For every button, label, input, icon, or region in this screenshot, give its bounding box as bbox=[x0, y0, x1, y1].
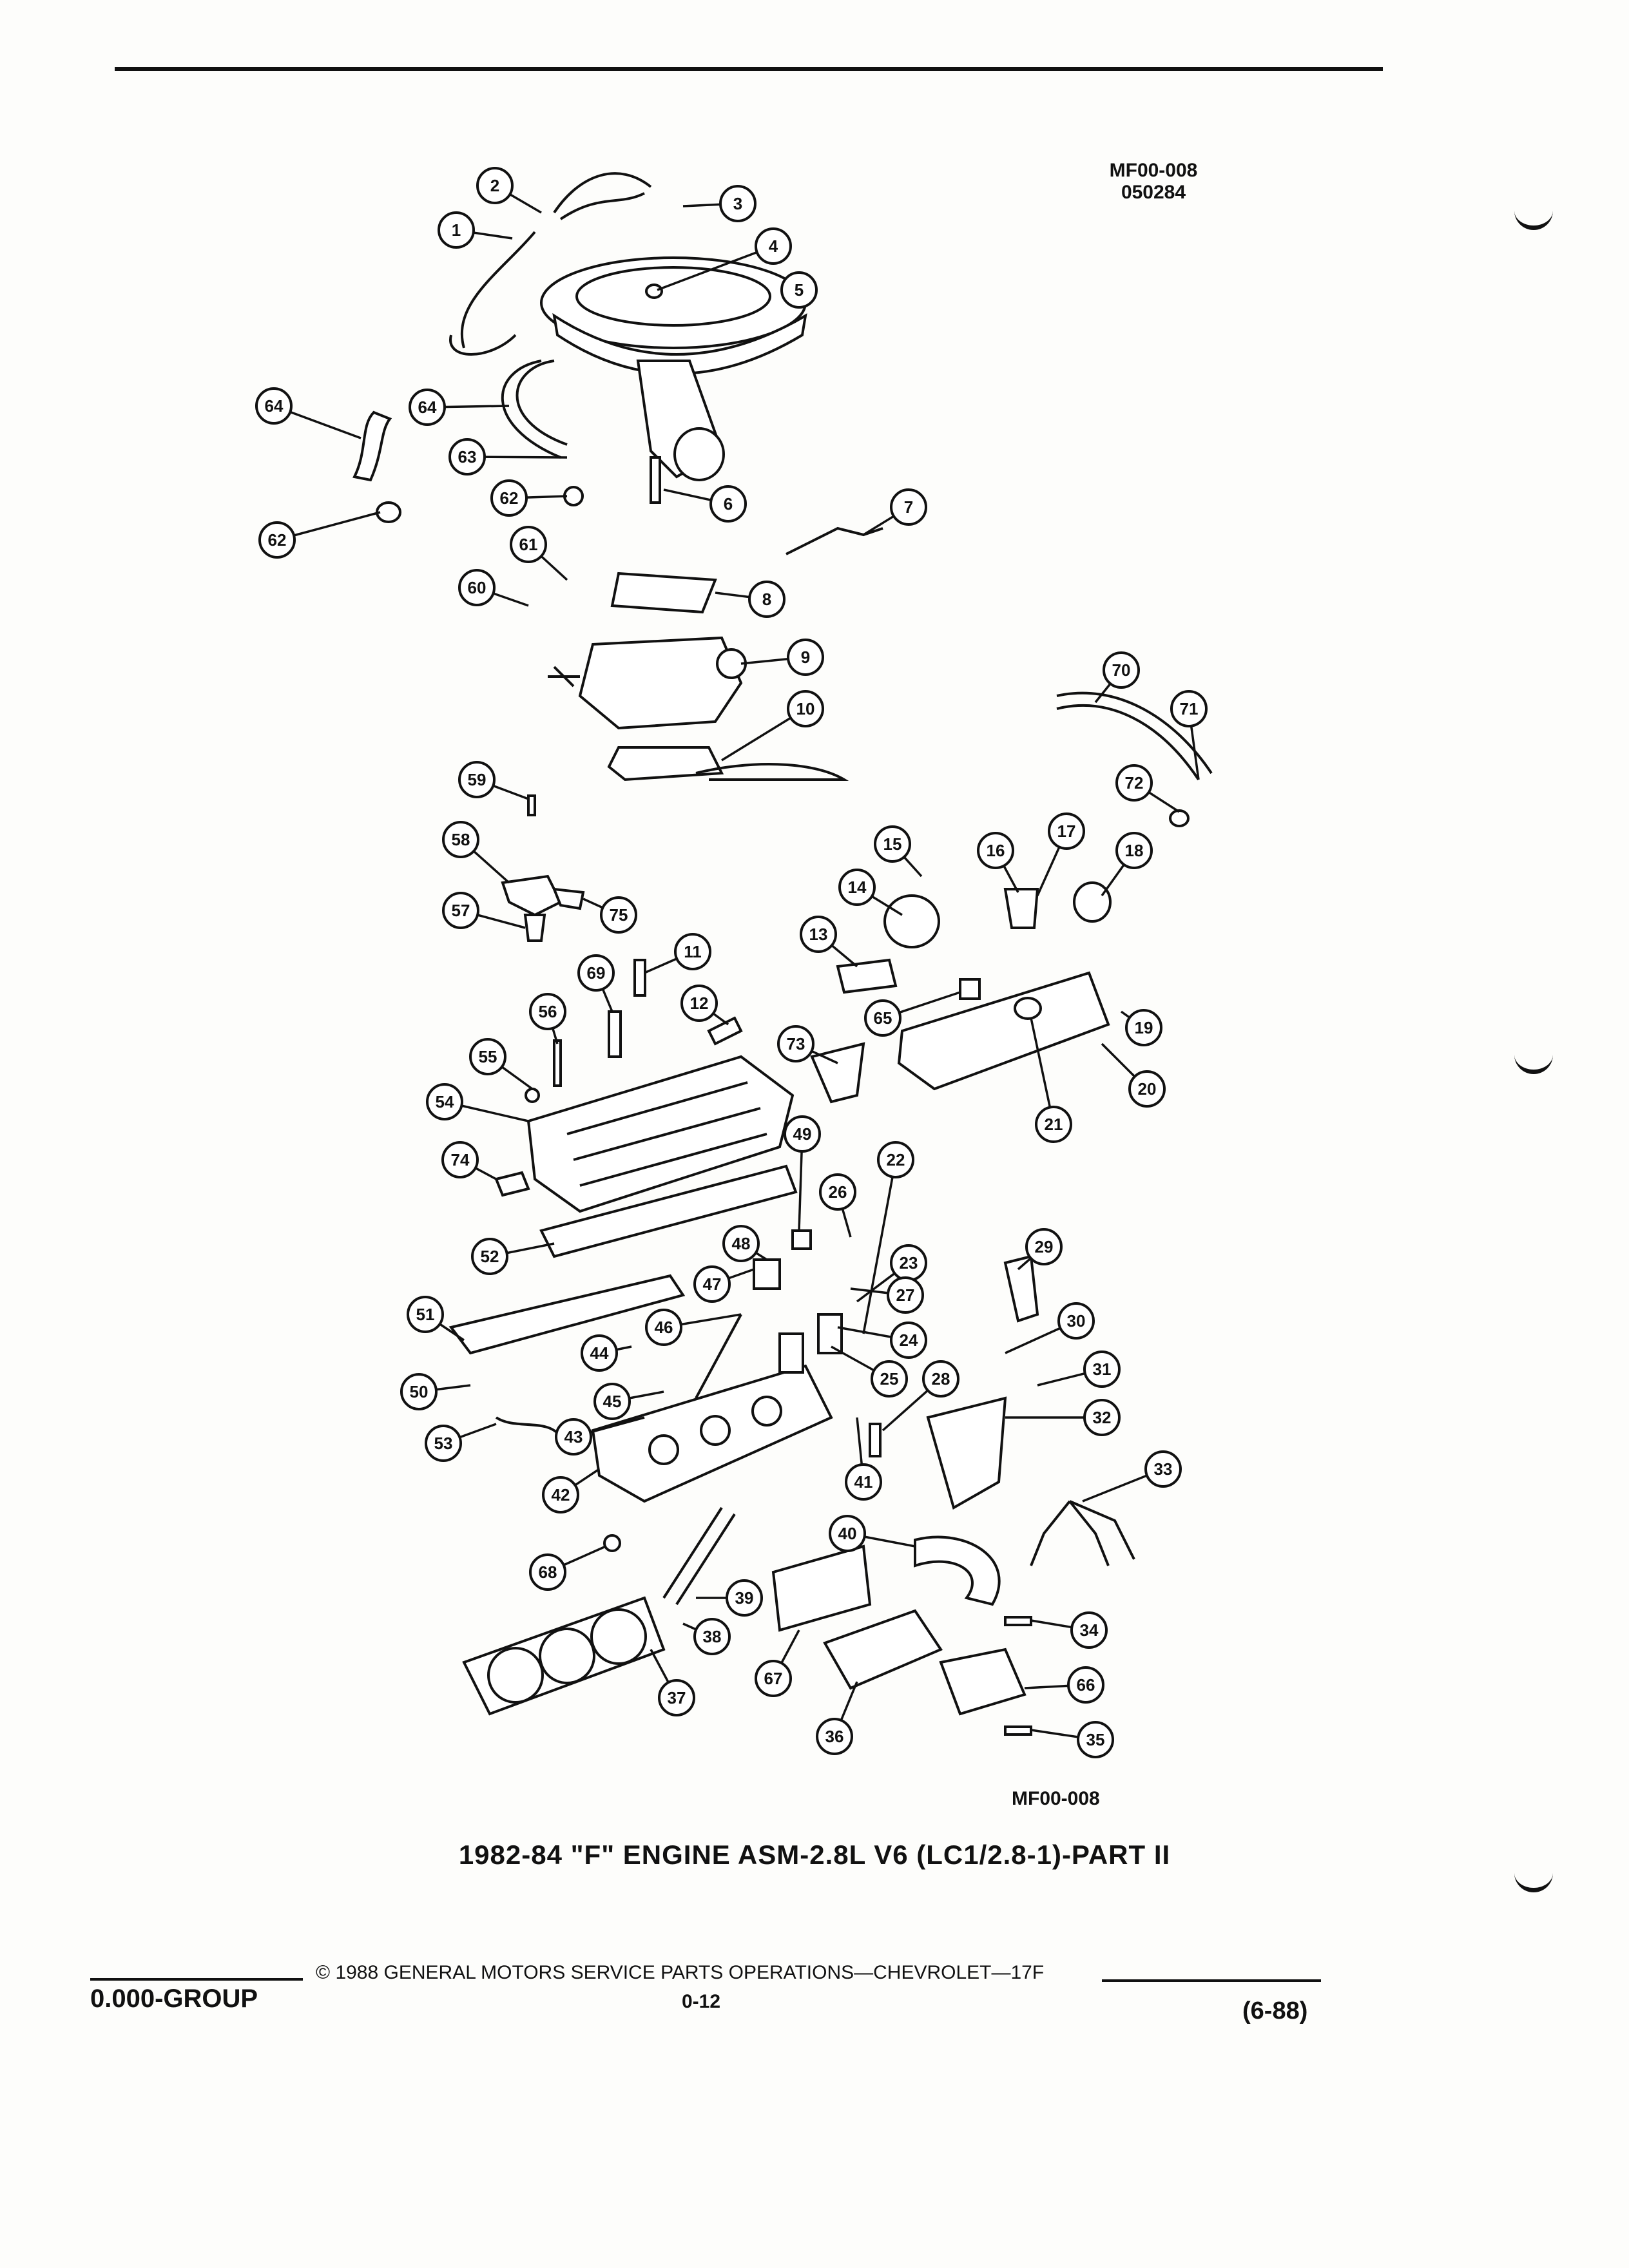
callout-44 bbox=[582, 1336, 617, 1370]
plug-68 bbox=[604, 1535, 620, 1551]
callout-number: 35 bbox=[1086, 1730, 1105, 1749]
thermostat-57 bbox=[525, 915, 545, 941]
bracket-65 bbox=[960, 979, 979, 999]
callout-number: 32 bbox=[1092, 1408, 1112, 1427]
callout-number: 11 bbox=[684, 942, 702, 961]
callout-number: 30 bbox=[1066, 1311, 1086, 1331]
egr-gasket-13 bbox=[838, 960, 896, 992]
callout-number: 47 bbox=[702, 1274, 722, 1294]
callout-leader-line bbox=[863, 1160, 896, 1334]
air-cleaner-lid-inner bbox=[577, 267, 770, 325]
valve-62-right bbox=[564, 487, 583, 505]
fitting-74 bbox=[496, 1173, 528, 1195]
callout-9 bbox=[788, 640, 823, 675]
callout-59 bbox=[459, 762, 494, 797]
callout-3 bbox=[720, 186, 755, 221]
callout-number: 34 bbox=[1079, 1620, 1099, 1640]
callout-number: 64 bbox=[264, 396, 284, 416]
callout-8 bbox=[749, 582, 784, 617]
hose-64-right-outer bbox=[503, 361, 561, 457]
callout-28 bbox=[923, 1361, 958, 1396]
copyright-notice: © 1988 GENERAL MOTORS SERVICE PARTS OPERATIONS—CHEVROLET—17F bbox=[316, 1962, 1045, 1983]
callout-number: 15 bbox=[883, 834, 902, 854]
fuel-inlet bbox=[548, 667, 580, 686]
callout-37 bbox=[659, 1680, 694, 1715]
bolt-35 bbox=[1005, 1727, 1031, 1735]
callout-number: 19 bbox=[1134, 1018, 1153, 1037]
callout-number: 42 bbox=[551, 1485, 570, 1504]
callout-30 bbox=[1059, 1303, 1094, 1338]
callout-20 bbox=[1130, 1072, 1164, 1106]
callout-10 bbox=[788, 691, 823, 726]
spacer-10 bbox=[609, 747, 722, 780]
callout-74 bbox=[443, 1142, 477, 1177]
callout-number: 61 bbox=[519, 535, 538, 554]
callout-34 bbox=[1072, 1613, 1106, 1648]
rocker-48 bbox=[754, 1260, 780, 1289]
callout-number: 17 bbox=[1057, 822, 1076, 841]
callout-number: 50 bbox=[409, 1382, 429, 1401]
wing-nut bbox=[646, 285, 662, 298]
snorkel-inlet bbox=[675, 428, 724, 480]
callout-number: 68 bbox=[538, 1562, 557, 1582]
callout-49 bbox=[785, 1117, 820, 1151]
callout-number: 41 bbox=[854, 1472, 873, 1492]
callout-number: 72 bbox=[1124, 773, 1144, 793]
callout-number: 37 bbox=[667, 1688, 686, 1707]
callout-24 bbox=[891, 1323, 926, 1358]
bracket-73 bbox=[812, 1044, 863, 1102]
nut-49 bbox=[793, 1231, 811, 1249]
spring-25-a bbox=[780, 1334, 803, 1372]
callout-number: 62 bbox=[499, 488, 519, 508]
callout-13 bbox=[801, 917, 836, 952]
head-port-2 bbox=[701, 1416, 729, 1445]
egr-valve-14 bbox=[885, 896, 939, 947]
callout-number: 8 bbox=[762, 590, 772, 609]
sensor-11 bbox=[635, 960, 645, 995]
callout-number: 22 bbox=[886, 1150, 905, 1169]
callout-number: 60 bbox=[467, 578, 487, 597]
callout-2 bbox=[477, 168, 512, 203]
callout-number: 1 bbox=[451, 220, 461, 240]
gasket-75 bbox=[554, 889, 583, 908]
callout-6 bbox=[711, 486, 746, 521]
callout-number: 14 bbox=[847, 878, 867, 897]
bolt-59 bbox=[528, 796, 535, 815]
callout-54 bbox=[427, 1084, 462, 1119]
callout-42 bbox=[543, 1477, 578, 1512]
callout-67 bbox=[756, 1661, 791, 1696]
exhaust-manifold-36 bbox=[825, 1611, 941, 1688]
stud-6 bbox=[651, 457, 660, 503]
callout-51 bbox=[408, 1297, 443, 1332]
callout-number: 55 bbox=[478, 1047, 497, 1066]
callout-number: 25 bbox=[880, 1369, 899, 1389]
callout-number: 26 bbox=[828, 1182, 847, 1202]
date-code: (6-88) bbox=[1242, 1997, 1308, 2024]
tube-33 bbox=[1031, 1501, 1134, 1566]
gasket-8 bbox=[612, 573, 715, 612]
callout-25 bbox=[872, 1361, 907, 1396]
plate-67 bbox=[773, 1546, 870, 1630]
callout-number: 43 bbox=[564, 1427, 583, 1446]
callout-23 bbox=[891, 1245, 926, 1280]
callout-40 bbox=[830, 1516, 865, 1551]
callout-number: 58 bbox=[451, 830, 470, 849]
callout-number: 73 bbox=[786, 1034, 805, 1053]
head-port-3 bbox=[753, 1397, 781, 1425]
callout-number: 29 bbox=[1034, 1237, 1054, 1256]
callout-number: 57 bbox=[451, 901, 470, 920]
callout-number: 28 bbox=[931, 1369, 950, 1389]
callout-72 bbox=[1117, 765, 1152, 800]
callout-31 bbox=[1084, 1352, 1119, 1387]
callout-36 bbox=[817, 1719, 852, 1754]
callout-22 bbox=[878, 1142, 913, 1177]
tube-53 bbox=[496, 1418, 561, 1437]
group-label: 0.000-GROUP bbox=[90, 1984, 258, 2013]
hose-64-right bbox=[517, 361, 568, 445]
callout-41 bbox=[846, 1465, 881, 1499]
callout-number: 23 bbox=[899, 1253, 918, 1273]
manifold-66 bbox=[941, 1649, 1025, 1714]
callout-18 bbox=[1117, 833, 1152, 868]
bolt-56 bbox=[554, 1041, 561, 1086]
gasket-bore-1 bbox=[488, 1648, 543, 1702]
oil-fill-21 bbox=[1015, 998, 1041, 1019]
callout-43 bbox=[556, 1419, 591, 1454]
callout-number: 2 bbox=[490, 176, 500, 195]
callout-16 bbox=[978, 833, 1013, 868]
callout-7 bbox=[891, 490, 926, 524]
callout-number: 13 bbox=[809, 925, 828, 944]
heat-stove-32 bbox=[928, 1398, 1005, 1508]
canister-18 bbox=[1074, 883, 1110, 921]
pushrod-46 bbox=[696, 1314, 741, 1398]
callout-14 bbox=[840, 870, 874, 905]
callout-62 bbox=[260, 523, 294, 557]
hose-40 bbox=[915, 1537, 999, 1604]
callout-27 bbox=[888, 1278, 923, 1312]
callout-number: 59 bbox=[467, 770, 487, 789]
bolt-55 bbox=[526, 1089, 539, 1102]
callout-26 bbox=[820, 1175, 855, 1209]
callout-number: 66 bbox=[1076, 1675, 1095, 1695]
footer-rule-right bbox=[1102, 1979, 1321, 1982]
callout-number: 10 bbox=[796, 699, 815, 718]
callout-38 bbox=[695, 1619, 729, 1654]
gasket-bore-3 bbox=[592, 1610, 646, 1664]
callout-number: 49 bbox=[793, 1124, 812, 1144]
head-port-1 bbox=[650, 1436, 678, 1464]
callout-number: 51 bbox=[416, 1305, 435, 1324]
callout-62 bbox=[492, 481, 526, 515]
callout-35 bbox=[1078, 1722, 1113, 1757]
callout-52 bbox=[472, 1239, 507, 1274]
callout-17 bbox=[1049, 814, 1084, 849]
callout-number: 12 bbox=[689, 994, 709, 1013]
callout-64 bbox=[256, 389, 291, 423]
callout-number: 53 bbox=[434, 1434, 453, 1453]
callout-53 bbox=[426, 1426, 461, 1461]
callout-12 bbox=[682, 986, 717, 1021]
callout-29 bbox=[1027, 1229, 1061, 1264]
callout-number: 44 bbox=[590, 1343, 609, 1363]
callout-number: 65 bbox=[873, 1008, 892, 1028]
callout-number: 63 bbox=[458, 447, 477, 466]
callout-58 bbox=[443, 822, 478, 857]
spring-25-b bbox=[818, 1314, 842, 1353]
callout-number: 46 bbox=[654, 1318, 673, 1337]
clamp-72 bbox=[1170, 811, 1188, 826]
callout-number: 74 bbox=[450, 1150, 470, 1169]
callout-number: 67 bbox=[764, 1669, 783, 1688]
callout-number: 31 bbox=[1092, 1360, 1112, 1379]
callout-66 bbox=[1068, 1667, 1103, 1702]
callout-50 bbox=[401, 1374, 436, 1409]
callout-number: 7 bbox=[903, 497, 914, 517]
callout-57 bbox=[443, 893, 478, 928]
figure-date: 050284 bbox=[1121, 182, 1186, 203]
grommet-62-left bbox=[377, 503, 400, 522]
callout-60 bbox=[459, 570, 494, 605]
callout-47 bbox=[695, 1267, 729, 1302]
callout-number: 6 bbox=[723, 494, 733, 514]
callout-number: 16 bbox=[986, 841, 1005, 860]
callout-number: 18 bbox=[1124, 841, 1144, 860]
callout-11 bbox=[675, 934, 710, 969]
callout-63 bbox=[450, 439, 485, 474]
vacuum-hose-loop bbox=[450, 335, 516, 354]
hose-64-left bbox=[354, 412, 390, 480]
pushrod-39 bbox=[664, 1508, 722, 1598]
callout-55 bbox=[470, 1039, 505, 1074]
callout-15 bbox=[875, 827, 910, 861]
callout-33 bbox=[1146, 1452, 1181, 1486]
callout-69 bbox=[579, 956, 613, 990]
callout-number: 36 bbox=[825, 1727, 844, 1746]
callout-73 bbox=[778, 1026, 813, 1061]
valve-cover-20 bbox=[899, 973, 1108, 1089]
callout-70 bbox=[1104, 653, 1139, 687]
callout-number: 62 bbox=[267, 530, 287, 550]
callout-number: 4 bbox=[768, 236, 778, 256]
callout-21 bbox=[1036, 1107, 1071, 1142]
callout-5 bbox=[782, 273, 816, 307]
callout-number: 75 bbox=[609, 905, 628, 925]
stud-69 bbox=[609, 1012, 621, 1057]
callout-number: 54 bbox=[435, 1092, 454, 1111]
callout-number: 40 bbox=[838, 1524, 857, 1543]
callout-number: 71 bbox=[1179, 699, 1199, 718]
gasket-bore-2 bbox=[540, 1629, 594, 1683]
callout-68 bbox=[530, 1555, 565, 1590]
callout-number: 3 bbox=[733, 194, 743, 213]
thermostat-housing-58 bbox=[503, 876, 561, 915]
callout-71 bbox=[1171, 691, 1206, 726]
callout-number: 33 bbox=[1153, 1459, 1173, 1479]
callout-number: 9 bbox=[800, 648, 811, 667]
callout-number: 70 bbox=[1112, 660, 1131, 680]
callout-45 bbox=[595, 1384, 630, 1419]
carburetor-9 bbox=[580, 638, 741, 728]
callout-19 bbox=[1126, 1010, 1161, 1045]
callout-number: 48 bbox=[731, 1234, 751, 1253]
callout-61 bbox=[511, 527, 546, 562]
page-number: 0-12 bbox=[682, 1991, 721, 2012]
figure-code-bottom: MF00-008 bbox=[1012, 1788, 1100, 1809]
callout-number: 27 bbox=[896, 1285, 915, 1305]
callout-65 bbox=[865, 1001, 900, 1035]
callout-number: 64 bbox=[418, 398, 437, 417]
callout-56 bbox=[530, 994, 565, 1029]
pushrod-39b bbox=[677, 1514, 735, 1604]
callout-number: 5 bbox=[794, 280, 804, 300]
callout-number: 38 bbox=[702, 1627, 722, 1646]
callout-64 bbox=[410, 390, 445, 425]
callout-39 bbox=[727, 1581, 762, 1615]
figure-caption: 1982-84 "F" ENGINE ASM-2.8L V6 (LC1/2.8-1)-PART II bbox=[458, 1840, 1171, 1870]
figure-code: MF00-008 bbox=[1109, 160, 1198, 181]
callout-1 bbox=[439, 213, 474, 247]
callout-number: 69 bbox=[586, 963, 606, 983]
callout-number: 20 bbox=[1137, 1079, 1157, 1099]
callout-number: 56 bbox=[538, 1002, 557, 1021]
bolt-34 bbox=[1005, 1617, 1031, 1625]
callout-number: 39 bbox=[735, 1588, 754, 1608]
valve-16 bbox=[1005, 889, 1037, 928]
callout-number: 52 bbox=[480, 1247, 499, 1266]
spark-plug-28 bbox=[870, 1424, 880, 1456]
gasket-51 bbox=[451, 1276, 683, 1353]
callout-48 bbox=[724, 1226, 758, 1261]
callout-46 bbox=[646, 1310, 681, 1345]
callout-32 bbox=[1084, 1400, 1119, 1435]
callout-number: 21 bbox=[1044, 1115, 1063, 1134]
callout-number: 45 bbox=[602, 1392, 622, 1411]
footer-rule-left bbox=[90, 1978, 303, 1981]
callout-4 bbox=[756, 229, 791, 264]
callout-number: 24 bbox=[899, 1331, 918, 1350]
callout-75 bbox=[601, 898, 636, 932]
